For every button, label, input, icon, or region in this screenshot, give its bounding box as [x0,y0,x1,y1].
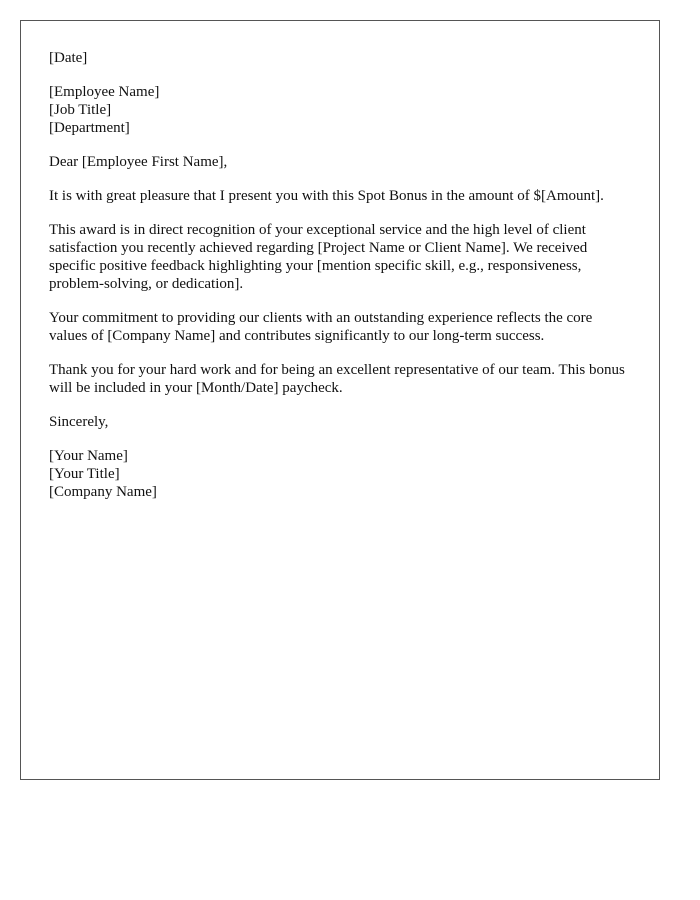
recipient-name: [Employee Name] [49,84,160,100]
salutation [49,153,634,171]
closing-text: Sincerely, [49,414,109,430]
recipient-department: [Department] [49,120,130,136]
salutation-text: Dear [Employee First Name], [49,154,228,170]
letter-page [20,20,660,780]
letter-body [49,49,634,517]
paragraph-commitment: Your commitment to providing our clients with an outstanding experience reflects the core values of [Company Name] and contributes significantly to our long-term success. [49,310,593,344]
letter-date: [Date] [49,50,88,66]
signer-name: [Your Name] [49,448,128,464]
date-block [49,49,634,67]
recipient-block [49,83,634,137]
paragraph-recognition: This award is in direct recognition of your exceptional service and the high level of client satisfaction you recently achieved regarding [Project Name or Client Name]. We received specific positive feedback highlighting your [mention specific skill, e.g., responsiveness, problem-solving, or dedication]. [49,222,588,292]
recipient-job-title: [Job Title] [49,102,112,118]
paragraph-thanks: Thank you for your hard work and for being an excellent representative of our team. This bonus will be included in your [Month/Date] paycheck. [49,362,625,396]
signer-company: [Company Name] [49,484,157,500]
closing [49,413,634,431]
signer-title: [Your Title] [49,466,120,482]
signature-block [49,447,634,501]
paragraph-bonus-announcement: It is with great pleasure that I present you with this Spot Bonus in the amount of $[Amount]. [49,188,604,204]
